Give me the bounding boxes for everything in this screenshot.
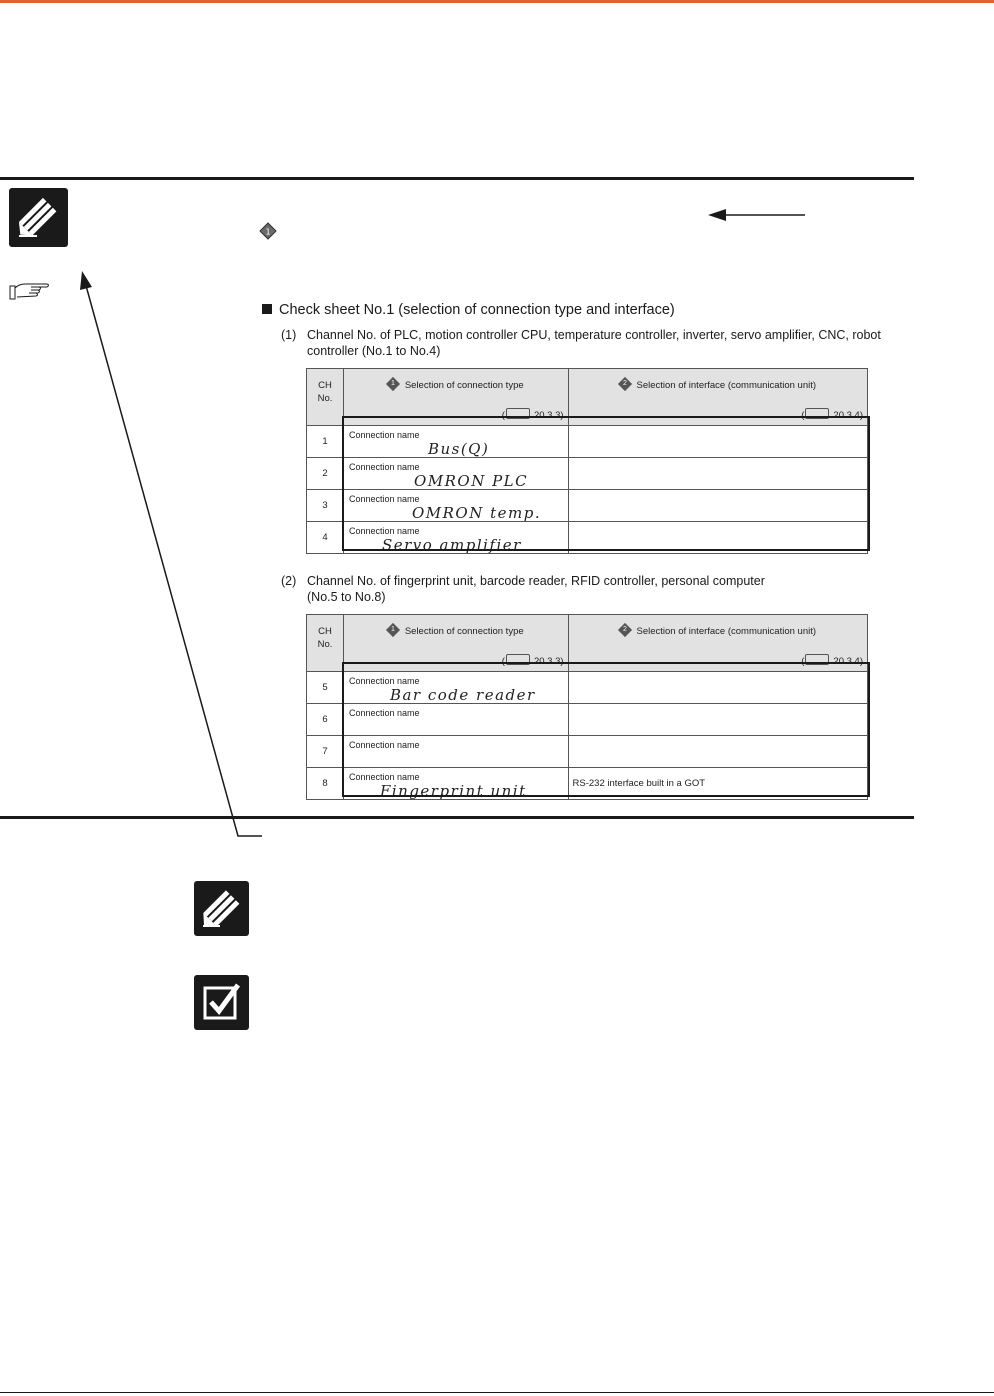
check-sheet-title-text: Check sheet No.1 (selection of connection type and interface)	[279, 302, 675, 318]
ch-no-cell: 2	[307, 458, 344, 490]
channel-table-1	[306, 368, 868, 554]
step-badge-text: 1	[265, 227, 271, 237]
checkmark-icon	[194, 975, 249, 1030]
interface-cell[interactable]	[568, 522, 867, 554]
connection-name-label: Connection name	[348, 740, 420, 750]
check-sheet-title	[262, 302, 675, 318]
connection-name-label: Connection name	[348, 772, 420, 782]
connection-name-cell[interactable]	[343, 736, 568, 768]
connection-name-cell[interactable]	[343, 458, 568, 490]
interface-header-label: Selection of interface (communication unit)	[636, 380, 817, 391]
table-row	[307, 736, 868, 768]
connection-name-cell[interactable]	[343, 768, 568, 800]
ch-no-cell: 6	[307, 704, 344, 736]
connection-name-value: Bus(Q)	[427, 440, 490, 458]
bullet-square-icon	[262, 304, 272, 314]
ch-no-cell: 4	[307, 522, 344, 554]
group2-text: Channel No. of fingerprint unit, barcode reader, RFID controller, personal computer (No.5 to No.8)	[307, 574, 765, 604]
pointing-hand-icon	[805, 654, 829, 665]
ch-no-cell: 3	[307, 490, 344, 522]
table-row	[307, 490, 868, 522]
connection-name-cell[interactable]	[343, 426, 568, 458]
pointing-hand-icon	[506, 408, 530, 419]
interface-header-label: Selection of interface (communication unit)	[636, 626, 817, 637]
leader-arrow-line	[85, 282, 262, 836]
table-row	[307, 458, 868, 490]
connection-name-cell[interactable]	[343, 490, 568, 522]
table-row	[307, 768, 868, 800]
step-1-diamond-icon: 1	[386, 377, 400, 391]
connection-name-value: Servo amplifier	[381, 536, 522, 554]
pointer-arrow-head	[708, 209, 726, 221]
ch-no-cell: 8	[307, 768, 344, 800]
interface-reference[interactable]: ( 20.3.4)	[801, 656, 863, 667]
step-1-diamond-icon: 1	[386, 623, 400, 637]
group2-number: (2)	[281, 574, 297, 588]
connection-name-label: Connection name	[348, 462, 420, 472]
pencil-icon	[194, 881, 249, 936]
interface-cell[interactable]	[568, 426, 867, 458]
connection-name-label: Connection name	[348, 708, 420, 718]
step-2-diamond-icon: 2	[617, 623, 631, 637]
ch-no-header: CH No.	[307, 369, 344, 426]
channel-table-2	[306, 614, 868, 800]
interface-reference[interactable]: ( 20.3.4)	[801, 410, 863, 421]
ch-no-header: CH No.	[307, 615, 344, 672]
connection-name-value: Bar code reader	[389, 686, 536, 704]
group1-number: (1)	[281, 328, 297, 342]
connection-type-header-label: Selection of connection type	[404, 626, 524, 637]
ch-no-cell: 5	[307, 672, 344, 704]
connection-name-label: Connection name	[348, 526, 420, 536]
interface-cell[interactable]	[568, 490, 867, 522]
pointing-hand-icon	[506, 654, 530, 665]
table-header-row	[307, 615, 868, 672]
interface-cell[interactable]	[568, 768, 867, 800]
interface-cell[interactable]	[568, 458, 867, 490]
group1-text: Channel No. of PLC, motion controller CPU, temperature controller, inverter, servo amplifier, CNC, robot controller (No.1 to No.4)	[307, 328, 881, 358]
interface-cell[interactable]	[568, 672, 867, 704]
group2-description	[281, 573, 891, 607]
connection-name-value: OMRON PLC	[413, 472, 529, 490]
connection-type-reference[interactable]: ( 20.3.3)	[501, 656, 564, 667]
connection-name-cell[interactable]	[343, 704, 568, 736]
interface-cell[interactable]	[568, 736, 867, 768]
table-row	[307, 426, 868, 458]
pointing-hand-icon	[805, 408, 829, 419]
table-row	[307, 672, 868, 704]
ch-no-cell: 1	[307, 426, 344, 458]
table-row	[307, 522, 868, 554]
leader-arrow-head	[80, 271, 92, 290]
connection-type-header	[343, 615, 568, 672]
connection-type-reference[interactable]: ( 20.3.3)	[501, 410, 564, 421]
interface-value: RS-232 interface built in a GOT	[572, 778, 706, 789]
table-row	[307, 704, 868, 736]
connection-name-value: Fingerprint unit	[379, 782, 527, 800]
group1-description	[281, 327, 891, 361]
connection-type-header	[343, 369, 568, 426]
table-header-row	[307, 369, 868, 426]
connection-name-cell[interactable]	[343, 522, 568, 554]
connection-name-value: OMRON temp.	[411, 504, 542, 522]
interface-header	[568, 369, 867, 426]
interface-header	[568, 615, 867, 672]
connection-name-label: Connection name	[348, 494, 420, 504]
step-2-diamond-icon: 2	[617, 377, 631, 391]
interface-cell[interactable]	[568, 704, 867, 736]
connection-name-label: Connection name	[348, 430, 420, 440]
connection-name-cell[interactable]	[343, 672, 568, 704]
ch-no-cell: 7	[307, 736, 344, 768]
connection-name-label: Connection name	[348, 676, 420, 686]
connection-type-header-label: Selection of connection type	[404, 380, 524, 391]
page-bottom-rule	[0, 1392, 994, 1393]
